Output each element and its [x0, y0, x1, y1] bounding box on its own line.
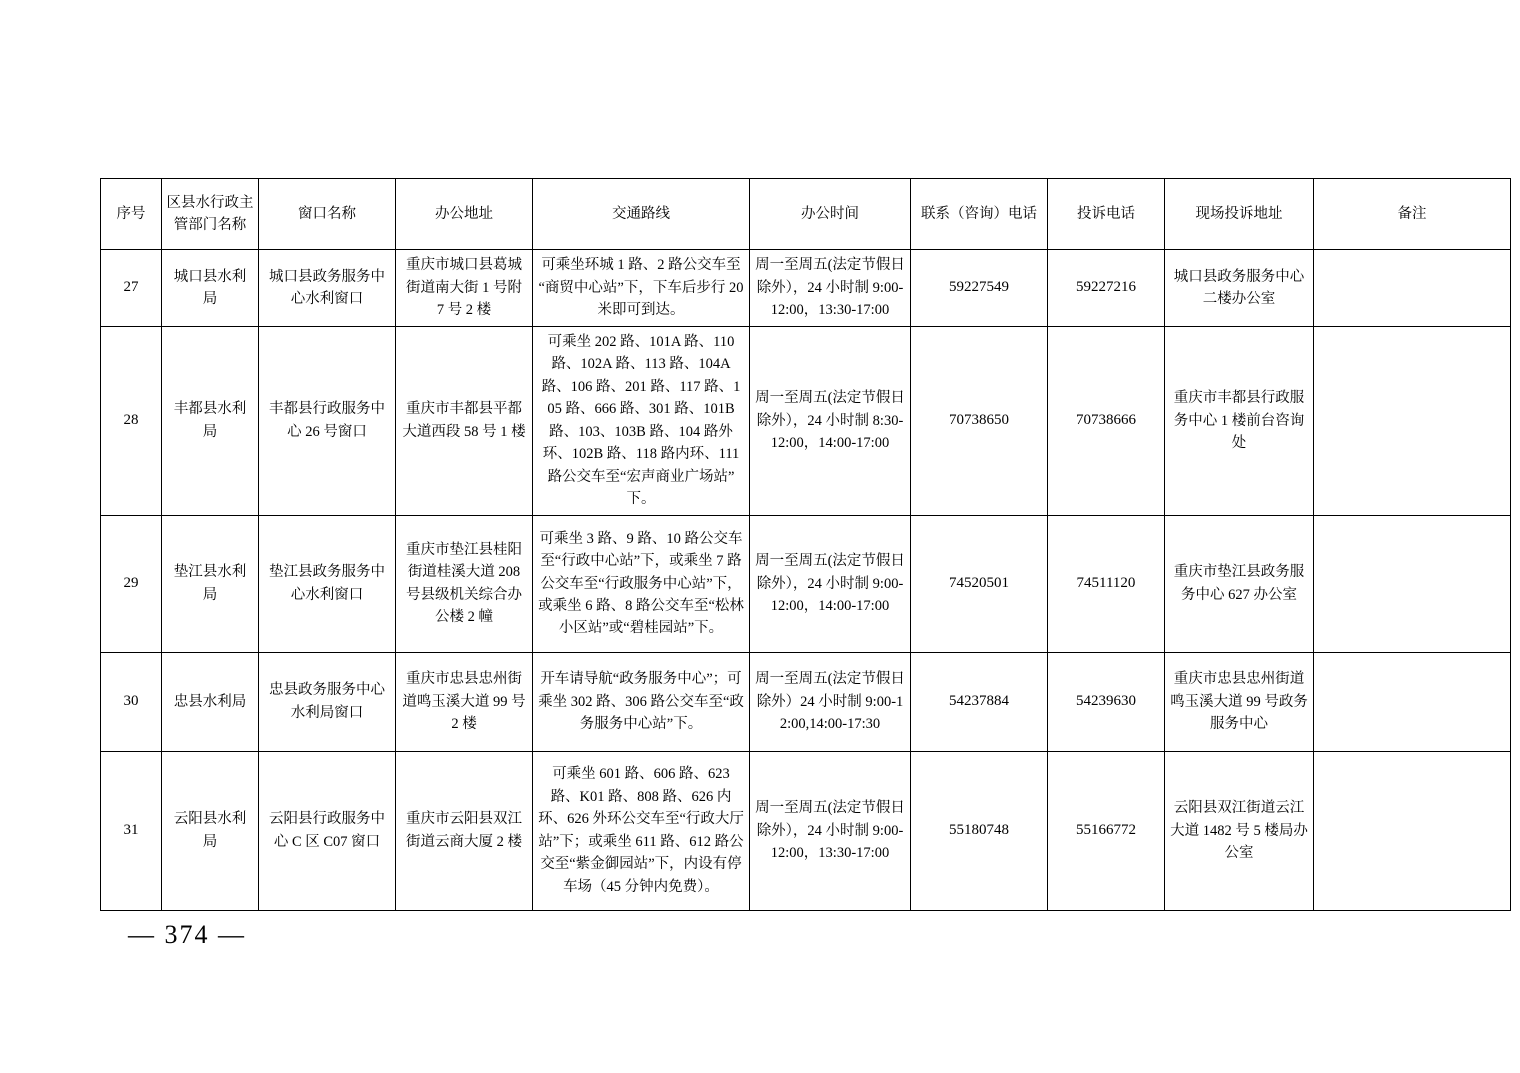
column-header-department: 区县水行政主管部门名称	[162, 179, 259, 250]
cell-complaint-phone: 59227216	[1048, 250, 1165, 327]
cell-window-name: 忠县政务服务中心水利局窗口	[259, 652, 396, 751]
cell-complaint-site: 重庆市丰都县行政服务中心 1 楼前台咨询处	[1165, 327, 1314, 516]
cell-transit-route: 可乘坐 601 路、606 路、623 路、K01 路、808 路、626 内环、626 外环公交车至“行政大厅站”下；或乘坐 611 路、612 路公交至“紫金御园站”下，内设有停车场（45 分钟内免费）。	[533, 751, 750, 910]
cell-department: 垫江县水利局	[162, 515, 259, 652]
cell-contact-phone: 74520501	[911, 515, 1048, 652]
cell-complaint-site: 重庆市垫江县政务服务中心 627 办公室	[1165, 515, 1314, 652]
column-header-window-name: 窗口名称	[259, 179, 396, 250]
column-header-contact-phone: 联系（咨询）电话	[911, 179, 1048, 250]
cell-remark	[1314, 515, 1511, 652]
cell-contact-phone: 54237884	[911, 652, 1048, 751]
table-body	[101, 250, 1511, 911]
table-row	[101, 250, 1511, 327]
column-header-remark: 备注	[1314, 179, 1511, 250]
cell-complaint-phone: 54239630	[1048, 652, 1165, 751]
cell-window-name: 垫江县政务服务中心水利窗口	[259, 515, 396, 652]
cell-transit-route: 可乘坐环城 1 路、2 路公交车至“商贸中心站”下，下车后步行 20 米即可到达。	[533, 250, 750, 327]
cell-complaint-phone: 74511120	[1048, 515, 1165, 652]
cell-office-address: 重庆市垫江县桂阳街道桂溪大道 208 号县级机关综合办公楼 2 幢	[396, 515, 533, 652]
cell-remark	[1314, 250, 1511, 327]
column-header-complaint-phone: 投诉电话	[1048, 179, 1165, 250]
table-header	[101, 179, 1511, 250]
cell-transit-route: 开车请导航“政务服务中心”；可乘坐 302 路、306 路公交车至“政务服务中心站”下。	[533, 652, 750, 751]
cell-contact-phone: 59227549	[911, 250, 1048, 327]
cell-sequence: 27	[101, 250, 162, 327]
table-row	[101, 751, 1511, 910]
cell-sequence: 28	[101, 327, 162, 516]
cell-contact-phone: 70738650	[911, 327, 1048, 516]
cell-sequence: 30	[101, 652, 162, 751]
cell-complaint-site: 重庆市忠县忠州街道鸣玉溪大道 99 号政务服务中心	[1165, 652, 1314, 751]
column-header-transit-route: 交通路线	[533, 179, 750, 250]
cell-sequence: 31	[101, 751, 162, 910]
cell-remark	[1314, 652, 1511, 751]
cell-office-hours: 周一至周五(法定节假日除外），24 小时制 8:30-12:00，14:00-17:00	[750, 327, 911, 516]
cell-office-address: 重庆市城口县葛城街道南大街 1 号附 7 号 2 楼	[396, 250, 533, 327]
column-header-complaint-site: 现场投诉地址	[1165, 179, 1314, 250]
column-header-office-address: 办公地址	[396, 179, 533, 250]
table-row	[101, 515, 1511, 652]
page-number: — 374 —	[128, 920, 246, 949]
cell-department: 云阳县水利局	[162, 751, 259, 910]
cell-office-hours: 周一至周五(法定节假日除外），24 小时制 9:00-12:00，14:00-17:00	[750, 515, 911, 652]
cell-transit-route: 可乘坐 202 路、101A 路、110 路、102A 路、113 路、104A 路、106 路、201 路、117 路、105 路、666 路、301 路、101B 路、103、103B 路、104 路外环、102B 路、118 路内环、111 路公交车至“宏声商业广场站”下。	[533, 327, 750, 516]
cell-office-hours: 周一至周五(法定节假日除外），24 小时制 9:00-12:00，13:30-17:00	[750, 751, 911, 910]
cell-department: 城口县水利局	[162, 250, 259, 327]
cell-office-address: 重庆市云阳县双江街道云商大厦 2 楼	[396, 751, 533, 910]
service-window-table	[100, 178, 1511, 911]
cell-complaint-site: 云阳县双江街道云江大道 1482 号 5 楼局办公室	[1165, 751, 1314, 910]
cell-office-hours: 周一至周五(法定节假日除外）24 小时制 9:00-12:00,14:00-17:30	[750, 652, 911, 751]
cell-contact-phone: 55180748	[911, 751, 1048, 910]
cell-window-name: 丰都县行政服务中心 26 号窗口	[259, 327, 396, 516]
cell-transit-route: 可乘坐 3 路、9 路、10 路公交车至“行政中心站”下，或乘坐 7 路公交车至“行政服务中心站”下，或乘坐 6 路、8 路公交车至“松林小区站”或“碧桂园站”下。	[533, 515, 750, 652]
column-header-office-hours: 办公时间	[750, 179, 911, 250]
cell-sequence: 29	[101, 515, 162, 652]
cell-office-hours: 周一至周五(法定节假日除外），24 小时制 9:00-12:00，13:30-17:00	[750, 250, 911, 327]
cell-remark	[1314, 751, 1511, 910]
cell-window-name: 云阳县行政服务中心 C 区 C07 窗口	[259, 751, 396, 910]
cell-complaint-phone: 55166772	[1048, 751, 1165, 910]
table-row	[101, 652, 1511, 751]
table-header-row	[101, 179, 1511, 250]
cell-complaint-site: 城口县政务服务中心二楼办公室	[1165, 250, 1314, 327]
cell-complaint-phone: 70738666	[1048, 327, 1165, 516]
cell-department: 忠县水利局	[162, 652, 259, 751]
cell-department: 丰都县水利局	[162, 327, 259, 516]
column-header-sequence: 序号	[101, 179, 162, 250]
cell-office-address: 重庆市丰都县平都大道西段 58 号 1 楼	[396, 327, 533, 516]
cell-office-address: 重庆市忠县忠州街道鸣玉溪大道 99 号 2 楼	[396, 652, 533, 751]
cell-remark	[1314, 327, 1511, 516]
table-row	[101, 327, 1511, 516]
cell-window-name: 城口县政务服务中心水利窗口	[259, 250, 396, 327]
